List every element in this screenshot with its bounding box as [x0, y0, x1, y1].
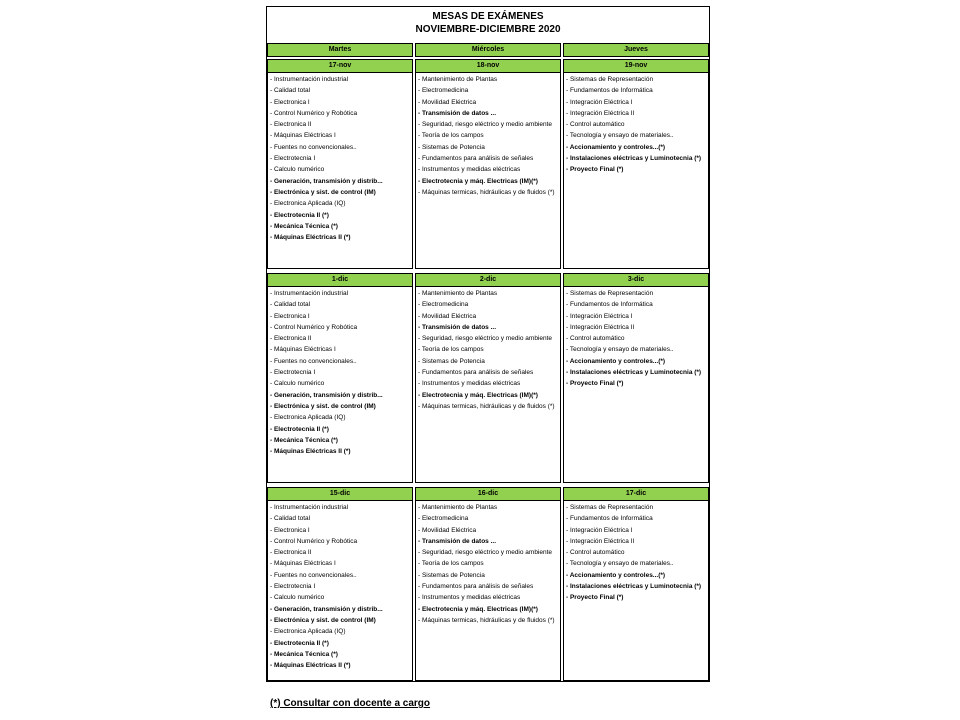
- subjects-miercoles: [415, 501, 561, 681]
- date-cell: 3-dic: [563, 273, 709, 287]
- week-block-3: [267, 487, 709, 681]
- subject-item: - Máquinas Eléctricas I: [270, 132, 336, 140]
- subject-item: - Mecánica Técnica (*): [270, 222, 338, 230]
- date-row: [267, 59, 709, 73]
- day-header-martes: Martes: [267, 43, 413, 57]
- subject-item: - Electrotecnia I: [270, 155, 316, 163]
- subject-item: - Proyecto Final (*): [566, 380, 624, 388]
- subjects-miercoles: [415, 73, 561, 269]
- subject-item: - Electrónica y sist. de control (IM): [270, 616, 376, 624]
- date-row: [267, 487, 709, 501]
- exam-schedule-sheet: [266, 6, 710, 682]
- subject-item: - Calidad total: [270, 515, 311, 523]
- subject-item: - Integración Eléctrica II: [566, 109, 635, 117]
- subject-item: - Electrotecnia I: [270, 369, 316, 377]
- subject-item: - Accionamiento y controles...(*): [566, 143, 666, 151]
- subject-item: - Sistemas de Potencia: [418, 571, 485, 579]
- subject-item: - Mantenimiento de Plantas: [418, 290, 498, 297]
- subject-item: - Electronica I: [270, 526, 310, 534]
- title-line-2: NOVIEMBRE-DICIEMBRE 2020: [415, 24, 561, 35]
- date-row: [267, 273, 709, 287]
- subject-item: - Electronica II: [270, 335, 312, 343]
- subject-item: - Movilidad Eléctrica: [418, 312, 477, 320]
- subject-item: - Instalaciones eléctricas y Luminotecnia (*): [566, 155, 702, 163]
- subject-item: - Instrumentación industrial: [270, 504, 349, 511]
- day-header-miercoles: Miércoles: [415, 43, 561, 57]
- subject-item: - Tecnología y ensayo de materiales..: [566, 132, 674, 140]
- subject-item: - Instrumentos y medidas eléctricas: [418, 380, 521, 388]
- day-header-row: [267, 43, 709, 57]
- week-block-2: [267, 273, 709, 483]
- subject-item: - Accionamiento y controles...(*): [566, 357, 666, 365]
- subject-item: - Fundamentos para análisis de señales: [418, 155, 534, 163]
- subject-item: - Fuentes no convencionales..: [270, 143, 357, 151]
- subject-item: - Control automático: [566, 121, 625, 129]
- subject-item: - Integración Eléctrica I: [566, 98, 633, 106]
- subject-item: - Control automático: [566, 335, 625, 343]
- subject-item: - Calidad total: [270, 301, 311, 309]
- subject-item: - Teoría de los campos: [418, 560, 484, 568]
- subject-item: - Máquinas Eléctricas II (*): [270, 448, 351, 456]
- subjects-martes: [267, 73, 413, 269]
- date-cell: 1-dic: [267, 273, 413, 287]
- subject-item: - Generación, transmisión y distrib...: [270, 391, 383, 399]
- subject-item: - Control Numérico y Robótica: [270, 109, 358, 117]
- subject-item: - Mecánica Técnica (*): [270, 650, 338, 658]
- subject-item: - Integración Eléctrica II: [566, 537, 635, 545]
- subjects-jueves: [563, 73, 709, 269]
- date-cell: 16-dic: [415, 487, 561, 501]
- subject-item: - Mecánica Técnica (*): [270, 436, 338, 444]
- subjects-row: [267, 73, 709, 269]
- subjects-miercoles: [415, 287, 561, 483]
- subject-item: - Transmisión de datos ...: [418, 109, 497, 117]
- subject-item: - Electromedicina: [418, 301, 469, 309]
- subject-item: - Instalaciones eléctricas y Luminotecnia (*): [566, 369, 702, 377]
- subject-item: - Fundamentos para análisis de señales: [418, 369, 534, 377]
- subject-item: - Electronica II: [270, 121, 312, 129]
- subject-item: - Mantenimiento de Plantas: [418, 504, 498, 511]
- subject-item: - Proyecto Final (*): [566, 594, 624, 602]
- subject-item: - Instrumentación industrial: [270, 290, 349, 297]
- subject-item: - Proyecto Final (*): [566, 166, 624, 174]
- subject-item: - Instrumentación industrial: [270, 76, 349, 83]
- subject-item: - Electromedicina: [418, 87, 469, 95]
- subject-item: - Electrotecnia I: [270, 583, 316, 591]
- subject-item: - Calidad total: [270, 87, 311, 95]
- subject-item: - Electrónica y sist. de control (IM): [270, 188, 376, 196]
- subject-item: - Generación, transmisión y distrib...: [270, 605, 383, 613]
- subject-item: - Máquinas termicas, hidráulicas y de fluidos (*): [418, 188, 555, 196]
- subject-item: - Mantenimiento de Plantas: [418, 76, 498, 83]
- subject-item: - Instrumentos y medidas eléctricas: [418, 594, 521, 602]
- subjects-row: [267, 287, 709, 483]
- subject-item: - Electronica Aplicada (IQ): [270, 628, 346, 636]
- subject-item: - Transmisión de datos ...: [418, 537, 497, 545]
- subject-item: - Electronica II: [270, 549, 312, 557]
- subject-item: - Electronica I: [270, 98, 310, 106]
- subject-item: - Control Numérico y Robótica: [270, 537, 358, 545]
- subject-item: - Sistemas de Representación: [566, 504, 654, 511]
- subject-item: - Electrotecnia II (*): [270, 211, 329, 219]
- date-cell: 19-nov: [563, 59, 709, 73]
- subject-item: - Máquinas Eléctricas II (*): [270, 662, 351, 670]
- subject-item: - Transmisión de datos ...: [418, 323, 497, 331]
- subjects-jueves: [563, 287, 709, 483]
- subject-item: - Integración Eléctrica II: [566, 323, 635, 331]
- week-block-1: [267, 43, 709, 269]
- subject-item: - Seguridad, riesgo eléctrico y medio ambiente: [418, 121, 553, 129]
- subject-item: - Electrotecnia y máq. Electricas (IM)(*): [418, 391, 538, 399]
- date-cell: 2-dic: [415, 273, 561, 287]
- subjects-jueves: [563, 501, 709, 681]
- day-header-jueves: Jueves: [563, 43, 709, 57]
- subject-item: - Electronica Aplicada (IQ): [270, 200, 346, 208]
- subjects-martes: [267, 287, 413, 483]
- subject-item: - Máquinas termicas, hidráulicas y de fluidos (*): [418, 402, 555, 410]
- subject-item: - Electrotecnia y máq. Electricas (IM)(*): [418, 177, 538, 185]
- subject-item: - Sistemas de Representación: [566, 290, 654, 297]
- subject-item: - Fundamentos para análisis de señales: [418, 583, 534, 591]
- subject-item: - Integración Eléctrica I: [566, 526, 633, 534]
- subject-item: - Calculo numérico: [270, 380, 325, 388]
- subject-item: - Máquinas termicas, hidráulicas y de fluidos (*): [418, 616, 555, 624]
- subject-item: - Fundamentos de Informática: [566, 301, 653, 309]
- subjects-martes: [267, 501, 413, 681]
- subject-item: - Fundamentos de Informática: [566, 515, 653, 523]
- subject-item: - Electrotecnia II (*): [270, 639, 329, 647]
- date-cell: 18-nov: [415, 59, 561, 73]
- subject-item: - Máquinas Eléctricas I: [270, 560, 336, 568]
- subject-item: - Electromedicina: [418, 515, 469, 523]
- subject-item: - Generación, transmisión y distrib...: [270, 177, 383, 185]
- date-cell: 15-dic: [267, 487, 413, 501]
- subject-item: - Instalaciones eléctricas y Luminotecnia (*): [566, 583, 702, 591]
- subject-item: - Movilidad Eléctrica: [418, 526, 477, 534]
- subject-item: - Accionamiento y controles...(*): [566, 571, 666, 579]
- subjects-row: [267, 501, 709, 681]
- subject-item: - Electrotecnia II (*): [270, 425, 329, 433]
- subject-item: - Fuentes no convencionales..: [270, 571, 357, 579]
- subject-item: - Sistemas de Potencia: [418, 143, 485, 151]
- subject-item: - Tecnología y ensayo de materiales..: [566, 560, 674, 568]
- title-line-1: MESAS DE EXÁMENES: [432, 11, 544, 22]
- subject-item: - Fuentes no convencionales..: [270, 357, 357, 365]
- subject-item: - Fundamentos de Informática: [566, 87, 653, 95]
- subject-item: - Sistemas de Potencia: [418, 357, 485, 365]
- subject-item: - Sistemas de Representación: [566, 76, 654, 83]
- subject-item: - Instrumentos y medidas eléctricas: [418, 166, 521, 174]
- subject-item: - Seguridad, riesgo eléctrico y medio ambiente: [418, 335, 553, 343]
- subject-item: - Máquinas Eléctricas I: [270, 346, 336, 354]
- title-block: [267, 7, 709, 44]
- subject-item: - Tecnología y ensayo de materiales..: [566, 346, 674, 354]
- date-cell: 17-dic: [563, 487, 709, 501]
- subject-item: - Control Numérico y Robótica: [270, 323, 358, 331]
- subject-item: - Teoría de los campos: [418, 346, 484, 354]
- footnote: (*) Consultar con docente a cargo: [270, 698, 431, 709]
- subject-item: - Máquinas Eléctricas II (*): [270, 234, 351, 242]
- subject-item: - Calculo numérico: [270, 166, 325, 174]
- subject-item: - Integración Eléctrica I: [566, 312, 633, 320]
- subject-item: - Teoría de los campos: [418, 132, 484, 140]
- subject-item: - Seguridad, riesgo eléctrico y medio ambiente: [418, 549, 553, 557]
- subject-item: - Calculo numérico: [270, 594, 325, 602]
- subject-item: - Movilidad Eléctrica: [418, 98, 477, 106]
- subject-item: - Electronica I: [270, 312, 310, 320]
- subject-item: - Electrotecnia y máq. Electricas (IM)(*): [418, 605, 538, 613]
- subject-item: - Control automático: [566, 549, 625, 557]
- subject-item: - Electrónica y sist. de control (IM): [270, 402, 376, 410]
- date-cell: 17-nov: [267, 59, 413, 73]
- subject-item: - Electronica Aplicada (IQ): [270, 414, 346, 422]
